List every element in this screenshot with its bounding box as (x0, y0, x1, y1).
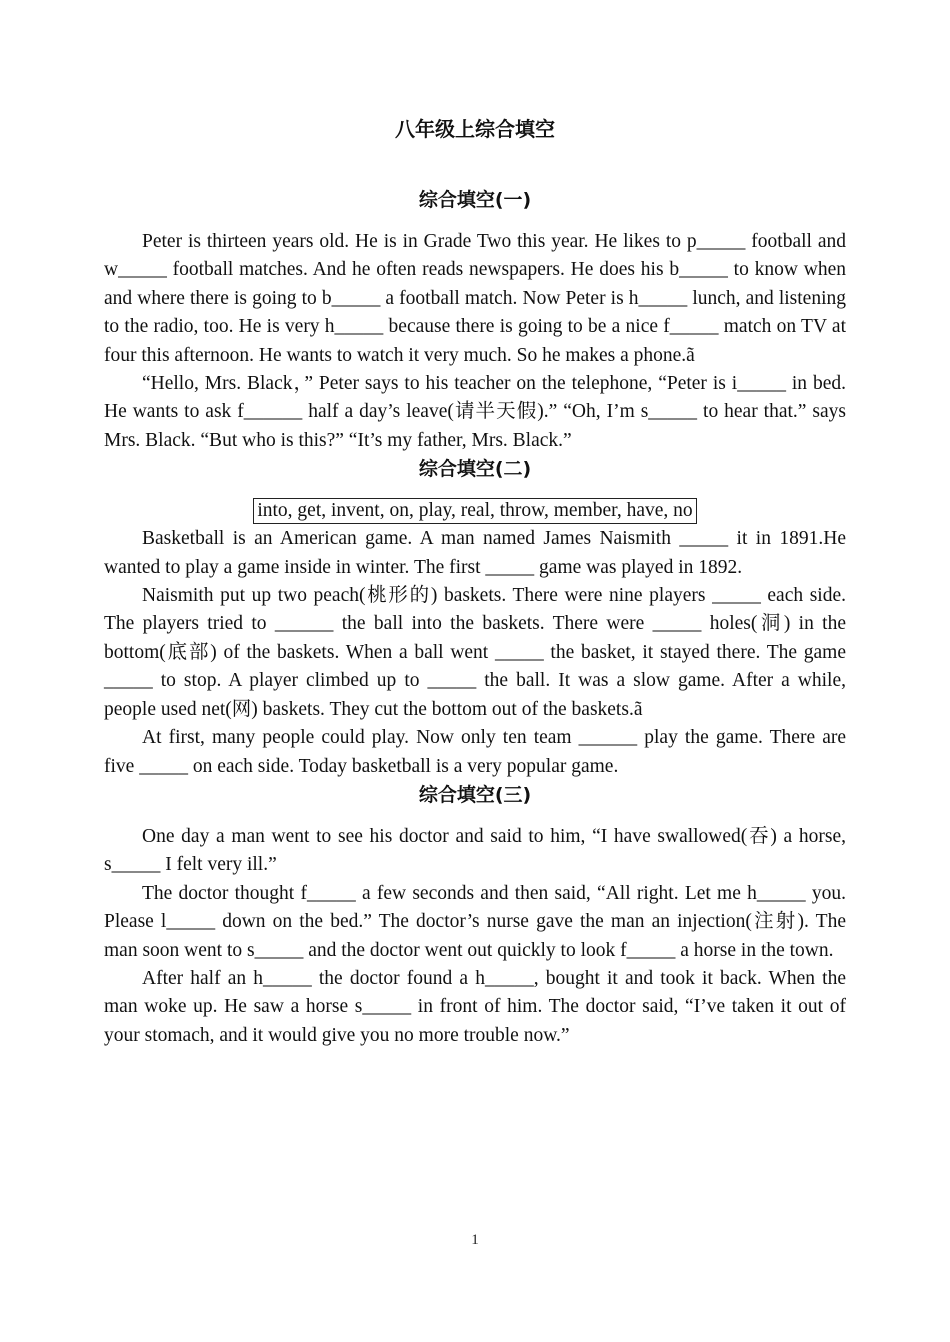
section-3-heading: 综合填空(三) (418, 783, 532, 806)
section-2-paragraph-2: Naismith put up two peach(桃形的) baskets. There were nine players _____ each side. The players tried to ______ the ball into the baskets. There were _____ holes(洞) in the bottom(底部) of the baskets. When a ball went _____ the basket, it stayed there. The game _____ to stop. A player climbed up to _____ the ball. It was a slow game. After a while, people used net(网) baskets. They cut the bottom out of the baskets.ã (104, 585, 846, 720)
spacer (104, 146, 846, 186)
section-2-heading: 综合填空(二) (418, 458, 532, 481)
section-2-paragraph-3: At first, many people could play. Now only ten team ______ play the game. There are five _____ on each side. Today basketball is a very popular game. (104, 727, 846, 777)
spacer (104, 809, 846, 823)
document-title: 八年级上综合填空 (395, 117, 555, 141)
page-content (104, 112, 846, 1050)
section-3-paragraph-1: One day a man went to see his doctor and said to him, “I have swallowed(吞) a horse, s_____ I felt very ill.” (104, 825, 846, 876)
spacer (104, 483, 846, 497)
section-3-paragraph-2: The doctor thought f_____ a few seconds and then said, “All right. Let me h_____ you. Please l_____ down on the bed.” The doctor’s nurse gave the man an injection(注射). The man soon went to s_____ and the doctor went out quickly to look f_____ a horse in the town. (104, 882, 846, 961)
word-bank: into, get, invent, on, play, real, throw, member, have, no (253, 498, 696, 524)
section-1-paragraph-2: “Hello, Mrs. Black，” Peter says to his teacher on the telephone, “Peter is i_____ in bed. He wants to ask f______ half a day’s leave(请半天假).” “Oh, I’m s_____ to hear that.” says Mrs. Black. “But who is this?” “It’s my father, Mrs. Black.” (104, 373, 846, 451)
section-1-paragraph-1: Peter is thirteen years old. He is in Grade Two this year. He likes to p_____ football and w_____ football matches. And he often reads newspapers. He does his b_____ to know when and where there is going to b_____ a football match. Now Peter is h_____ lunch, and listening to the radio, too. He is very h_____ because there is going to be a nice f_____ match on TV at four this afternoon. He wants to watch it very much. So he makes a phone.ã (104, 231, 846, 366)
section-3-paragraph-3: After half an h_____ the doctor found a h_____, bought it and took it back. When the man woke up. He saw a horse s_____ in front of him. The doctor said, “I’ve taken it out of your stomach, and it would give you no more trouble now.” (104, 967, 846, 1046)
spacer (104, 214, 846, 228)
section-2-paragraph-1: Basketball is an American game. A man named James Naismith _____ it in 1891.He wanted to play a game inside in winter. The first _____ game was played in 1892. (104, 528, 846, 578)
section-1-heading: 综合填空(一) (418, 189, 532, 211)
page-number: 1 (471, 1232, 479, 1248)
word-bank-row (104, 497, 846, 525)
